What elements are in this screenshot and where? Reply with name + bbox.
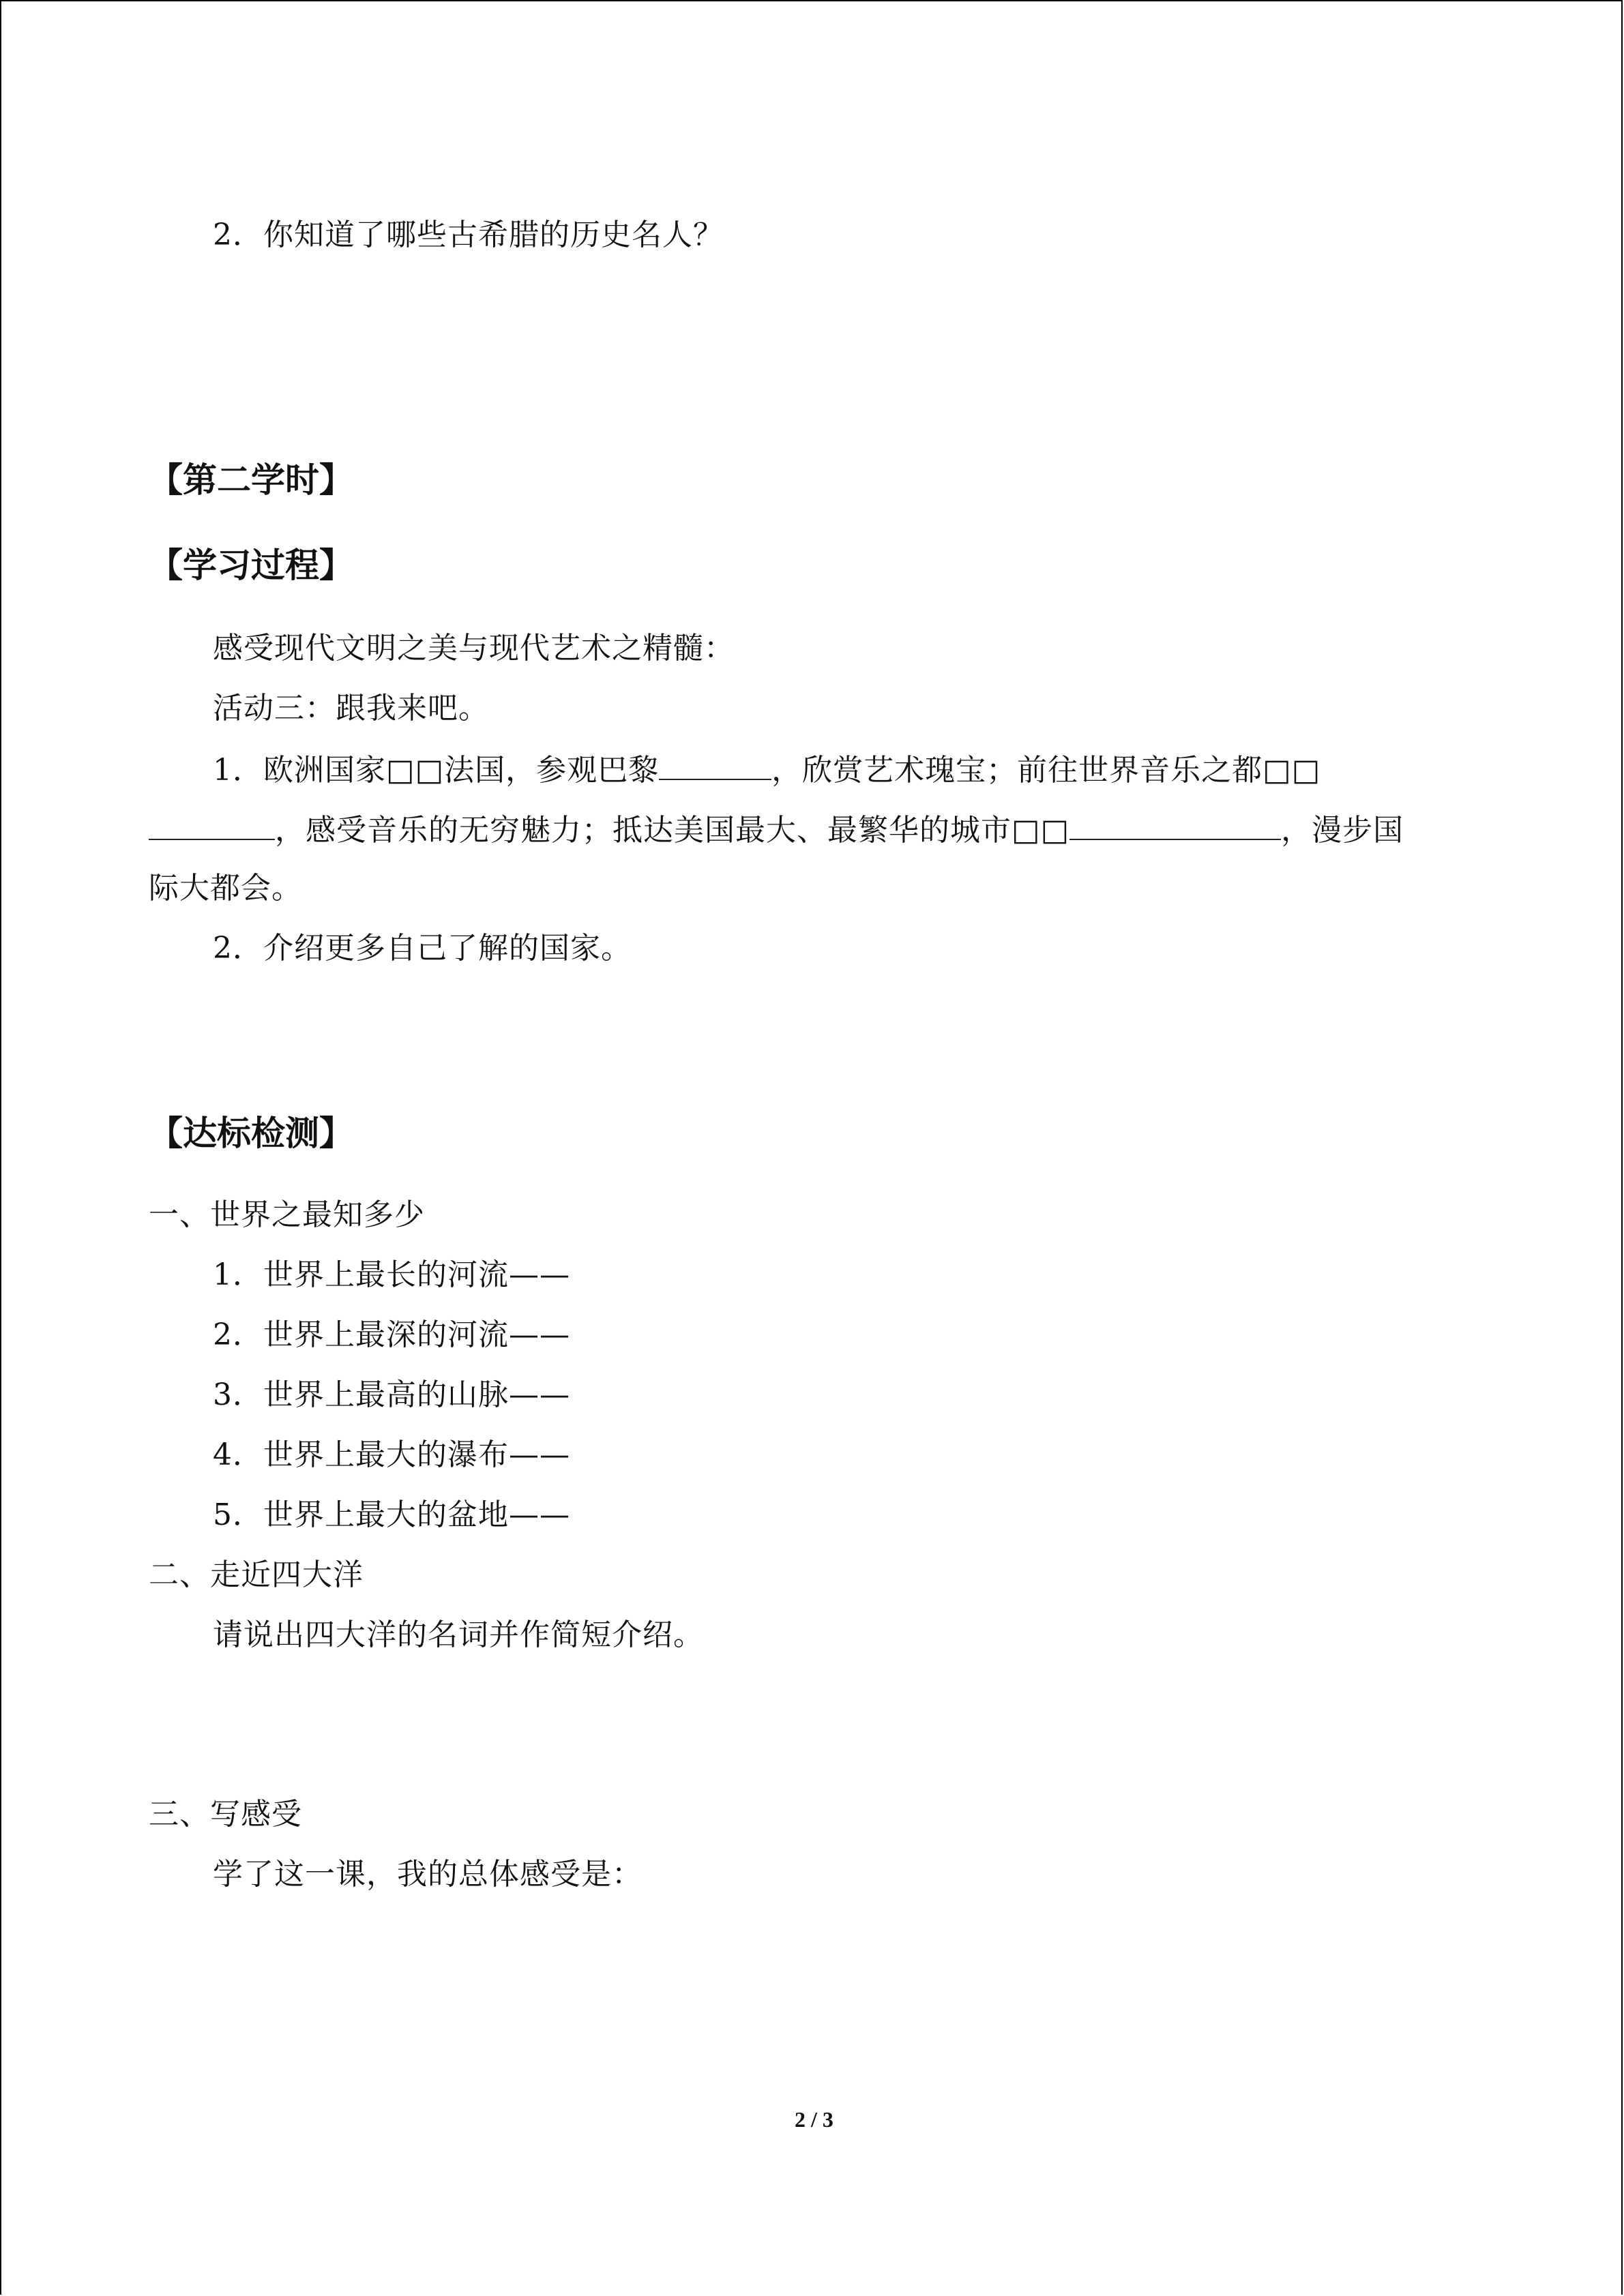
activity-three: 活动三：跟我来吧。 [213,691,489,726]
heading-second-lesson: 【第二学时】 [149,460,353,500]
item-1-text-c: ，感受音乐的无穷魅力；抵达美国最大、最繁华的城市□□ [275,813,1070,848]
section-1-item: 4．世界上最大的瀑布—— [213,1437,570,1472]
section-1-item: 5．世界上最大的盆地—— [213,1497,570,1532]
page-number: 2 / 3 [795,2107,833,2132]
intro-paragraph: 感受现代文明之美与现代艺术之精髓： [213,631,735,666]
heading-assessment: 【达标检测】 [149,1114,353,1153]
item-1-line-1 [213,749,1320,790]
section-1-item: 1．世界上最长的河流—— [213,1257,570,1292]
item-2-countries: 2．介绍更多自己了解的国家。 [213,931,632,966]
section-3-text: 学了这一课，我的总体感受是： [213,1857,643,1892]
section-1-title: 一、世界之最知多少 [149,1197,425,1232]
section-2-title: 二、走近四大洋 [149,1557,364,1592]
question-history-figures: 2．你知道了哪些古希腊的历史名人？ [213,218,724,252]
item-1-text-d: ，漫步国 [1281,813,1404,848]
blank-paris[interactable] [659,749,771,780]
blank-music-capital[interactable] [149,809,275,840]
heading-learning-process: 【学习过程】 [149,546,353,585]
item-1-line-3: 际大都会。 [149,871,302,906]
item-1-line-2 [149,809,1404,850]
item-1-text-b: ，欣赏艺术瑰宝；前往世界音乐之都□□ [771,753,1321,788]
section-2-text: 请说出四大洋的名词并作简短介绍。 [213,1617,704,1652]
section-3-title: 三、写感受 [149,1797,302,1832]
section-1-item: 3．世界上最高的山脉—— [213,1377,570,1412]
blank-us-city[interactable] [1069,809,1281,840]
section-1-item: 2．世界上最深的河流—— [213,1317,570,1352]
item-1-text-a: 1．欧洲国家□□法国，参观巴黎 [213,753,660,788]
